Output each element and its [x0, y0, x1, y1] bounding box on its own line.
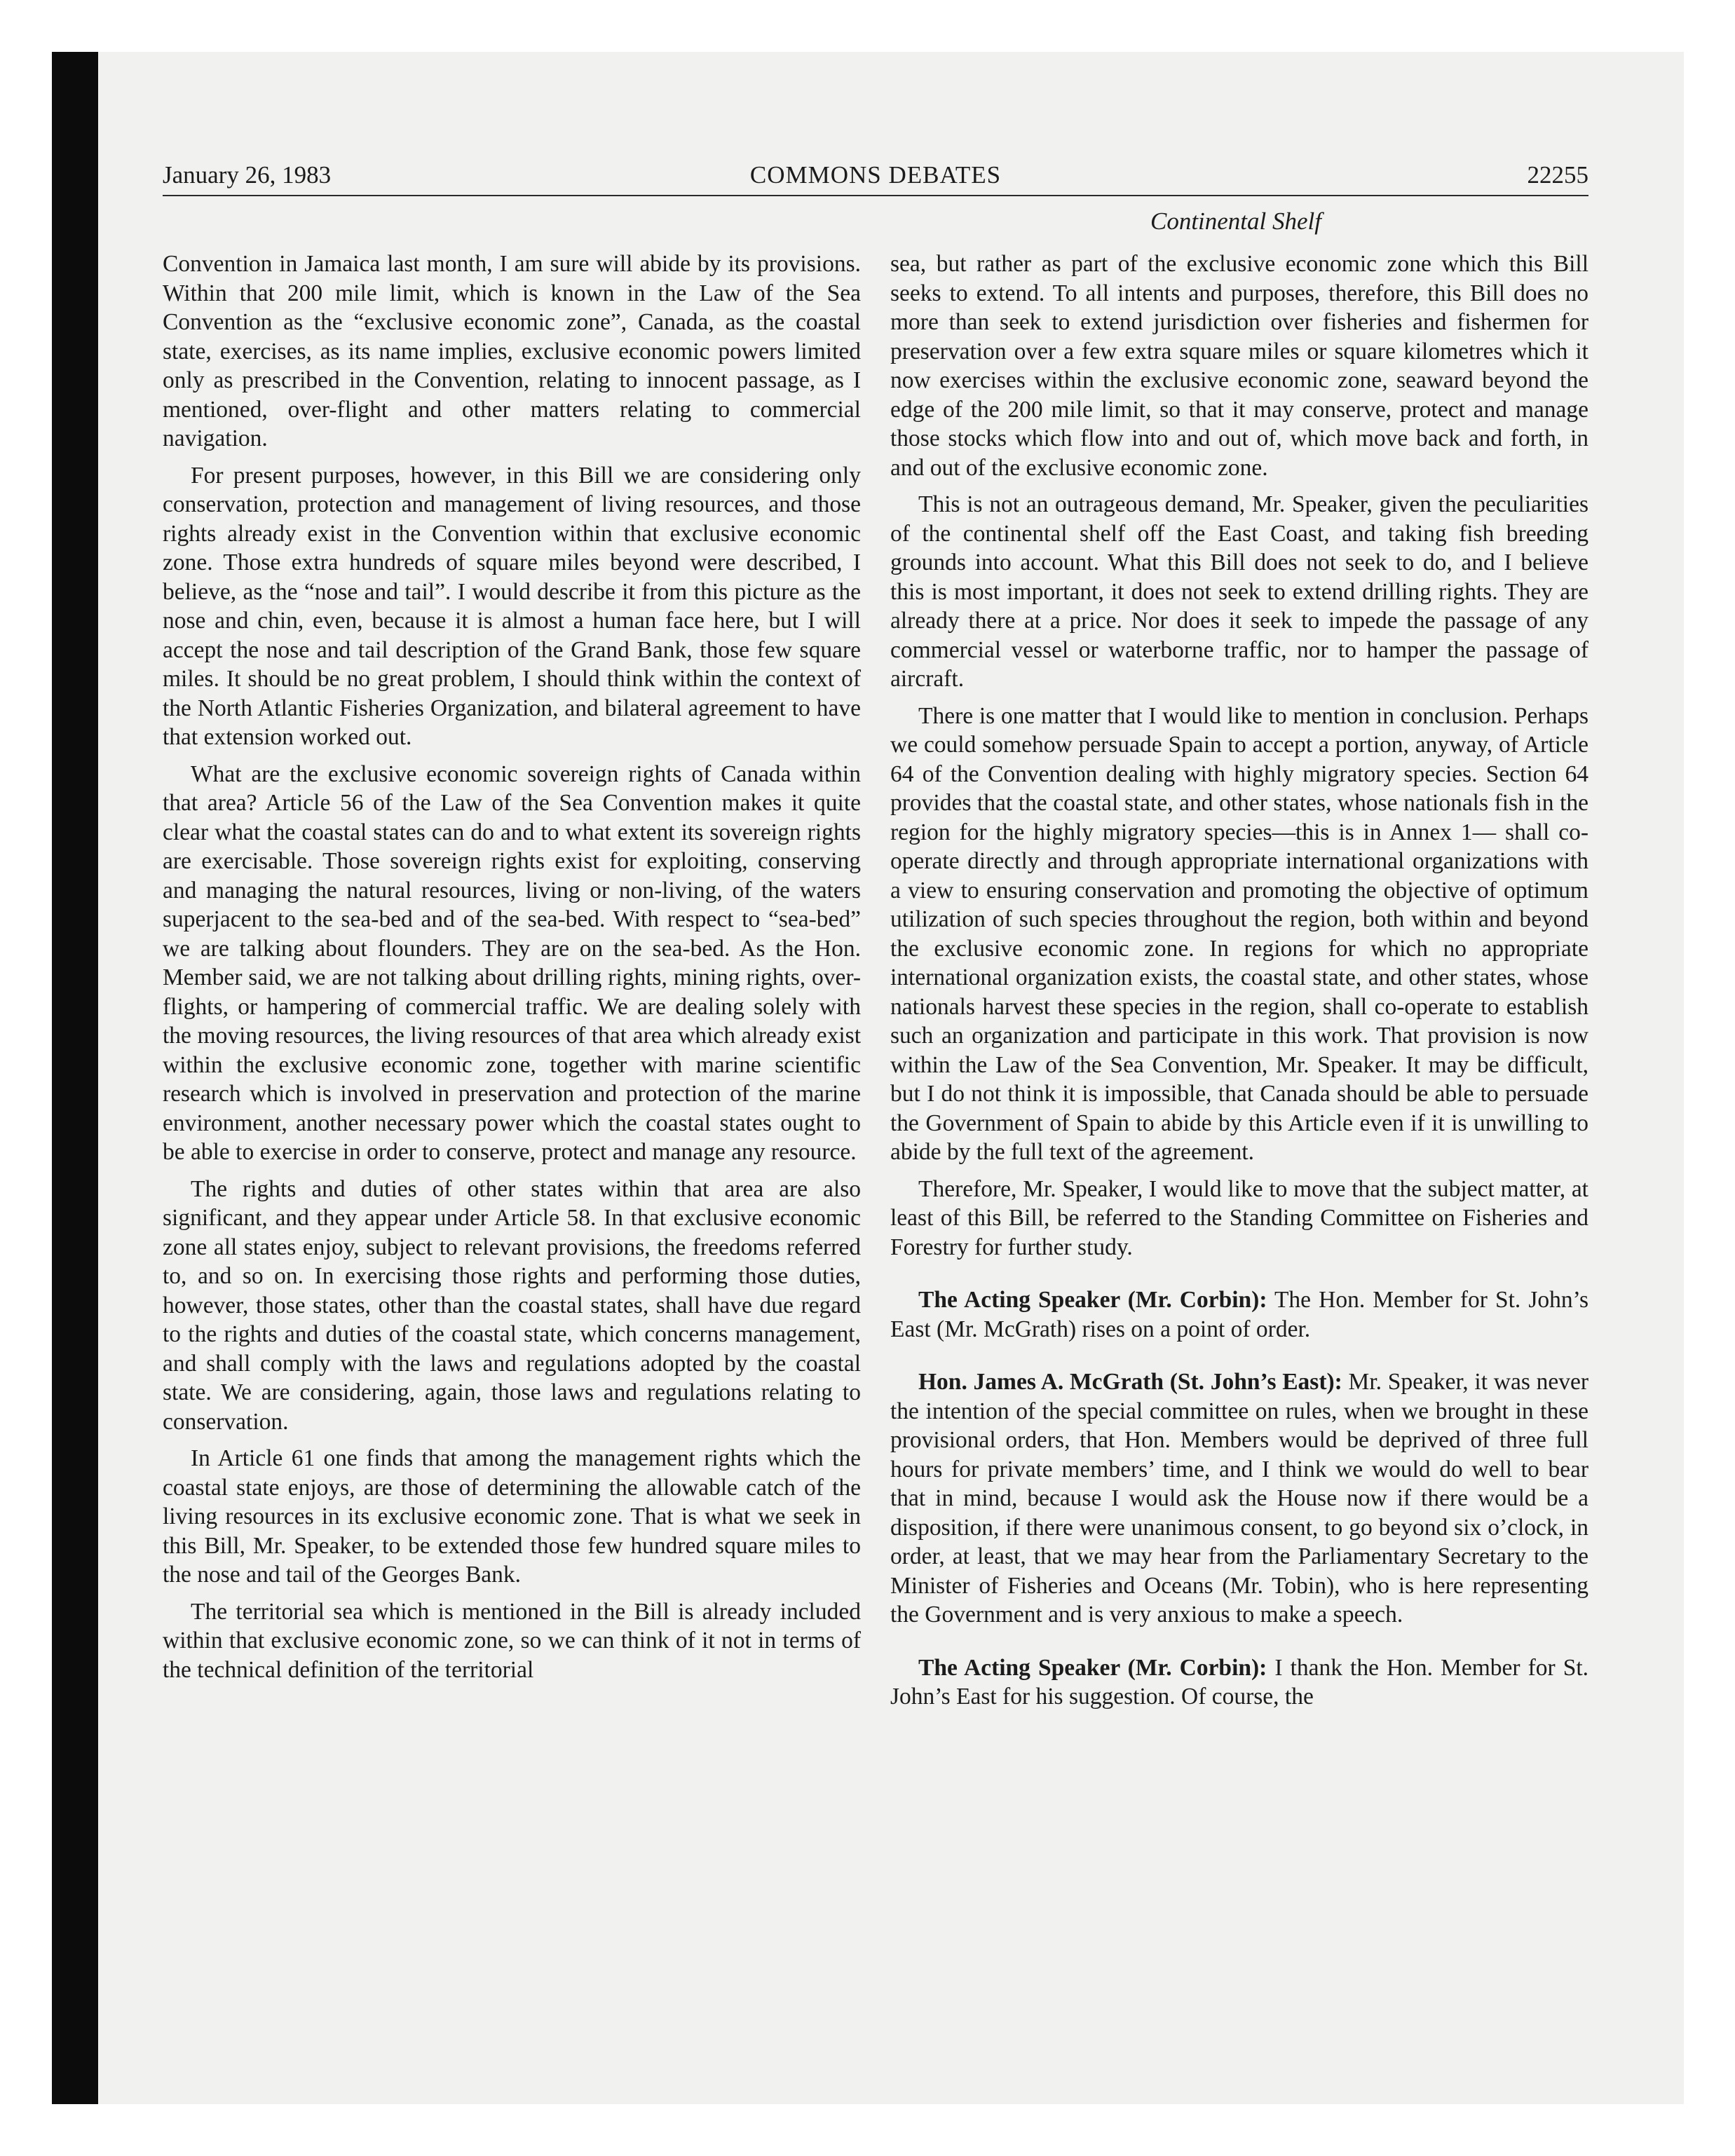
- speech-text: The Hon. Member for St. John’s East (Mr. McGrath) rises on a point of order.: [890, 1287, 1588, 1342]
- paragraph: There is one matter that I would like to mention in conclusion. Perhaps we could somehow persuade Spain to accept a portion, anyway, of Article 64 of the Convention dealing with highly migratory species. Section 64 provides that the coastal state, and other states, whose nationals fish in the region for the highly migratory species—this is in Annex 1— shall co-operate directly and through appropriate international organizations with a view to ensuring conservation and promoting the objective of optimum utilization of such species throughout the region, both within and beyond the exclusive economic zone. In regions for which no appropriate international organization exists, the coastal state, and other states, whose nationals harvest these species in the region, shall co-operate to establish such an organization and participate in this work. That provision is now within the Law of the Sea Convention, Mr. Speaker. It may be difficult, but I do not think it is impossible, that Canada should be able to persuade the Government of Spain to abide by this Article even if it is unwilling to abide by the full text of the agreement.: [890, 702, 1588, 1165]
- speech-paragraph: [890, 1653, 1588, 1712]
- paragraph: Convention in Jamaica last month, I am sure will abide by its provisions. Within that 200 mile limit, which is known in the Law of the Sea Convention as the “exclusive economic zone”, Canada, as the coastal state, exercises, as its name implies, exclusive economic powers limited only as prescribed in the Convention, relating to innocent passage, as I mentioned, over-flight and other matters relating to commercial navigation.: [163, 251, 861, 451]
- speech-paragraph: [890, 1285, 1588, 1344]
- binding-shadow: [52, 52, 98, 2104]
- speech-text: Mr. Speaker, it was never the intention of the special committee on rules, when we brought in these provisional orders, that Hon. Members would be deprived of three full hours for private members’ time, and I think we would do well to bear that in mind, because I would ask the House now if there would be a disposition, if there were unanimous consent, to go beyond six o’clock, in order, at least, that we may hear from the Parliamentary Secretary to the Minister of Fisheries and Oceans (Mr. Tobin), who is here representing the Government and is very anxious to make a speech.: [890, 1369, 1588, 1628]
- page-header: [163, 158, 1588, 196]
- speech-text: I thank the Hon. Member for St. John’s East for his suggestion. Of course, the: [890, 1654, 1589, 1710]
- paragraph: For present purposes, however, in this Bill we are considering only conservation, protection and management of living resources, and those rights already exist in the Convention within that exclusive economic zone. Those extra hundreds of square miles beyond were described, I believe, as the “nose and tail”. I would describe it from this picture as the nose and chin, even, because it is almost a human face here, but I will accept the nose and tail description of the Grand Bank, those few square miles. It should be no great problem, I should think within the context of the North Atlantic Fisheries Organization, and bilateral agreement to have that extension worked out.: [163, 462, 861, 750]
- left-column: [163, 250, 861, 1692]
- paragraph: sea, but rather as part of the exclusive economic zone which this Bill seeks to extend. To all intents and purposes, therefore, this Bill does no more than seek to extend jurisdiction over fisheries and fishermen for preservation over a few extra square miles or square kilometres which it now exercises within the exclusive economic zone, seaward beyond the edge of the 200 mile limit, so that it may conserve, protect and manage those stocks which flow into and out of, which move back and forth, in and out of the exclusive economic zone.: [890, 251, 1588, 481]
- paragraph: This is not an outrageous demand, Mr. Speaker, given the peculiarities of the continental shelf off the East Coast, and taking fish breeding grounds into account. What this Bill does not seek to do, and I believe this is most important, it does not seek to extend drilling rights. They are already there at a price. Nor does it seek to impede the passage of any commercial vessel or waterborne traffic, nor to hamper the passage of aircraft.: [890, 491, 1588, 692]
- paragraph: In Article 61 one finds that among the management rights which the coastal state enjoys, are those of determining the allowable catch of the living resources in its exclusive economic zone. That is what we seek in this Bill, Mr. Speaker, to be extended those few hundred square miles to the nose and tail of the Georges Bank.: [163, 1445, 861, 1588]
- section-title: Continental Shelf: [1150, 207, 1321, 235]
- right-column: [890, 250, 1588, 1719]
- header-date: January 26, 1983: [163, 161, 332, 189]
- paragraph: What are the exclusive economic sovereign rights of Canada within that area? Article 56 of the Law of the Sea Convention makes it quite clear what the coastal states can do and to what extent its sovereign rights are exercisable. Those sovereign rights exist for exploiting, conserving and managing the natural resources, living or non-living, of the waters superjacent to the sea-bed and of the sea-bed. With respect to “sea-bed” we are talking about flounders. They are on the sea-bed. As the Hon. Member said, we are not talking about drilling rights, mining rights, over-flights, or hampering of commercial traffic. We are dealing solely with the moving resources, the living resources of that area which already exist within the exclusive economic zone, together with marine scientific research which is involved in preservation and protection of the marine environment, another necessary power which the coastal states ought to be able to exercise in order to conserve, protect and manage any resource.: [163, 760, 861, 1165]
- paragraph: Therefore, Mr. Speaker, I would like to move that the subject matter, at least of this Bill, be referred to the Standing Committee on Fisheries and Forestry for further study.: [890, 1175, 1588, 1260]
- speaker-name: The Acting Speaker (Mr. Corbin):: [918, 1287, 1267, 1313]
- speaker-name: Hon. James A. McGrath (St. John’s East):: [918, 1369, 1342, 1395]
- header-page-number: 22255: [1527, 161, 1588, 189]
- paragraph: The territorial sea which is mentioned in the Bill is already included within that exclusive economic zone, so we can think of it not in terms of the technical definition of the territorial: [163, 1598, 861, 1683]
- speech-paragraph: [890, 1367, 1588, 1630]
- speaker-name: The Acting Speaker (Mr. Corbin):: [918, 1654, 1267, 1681]
- header-title: COMMONS DEBATES: [749, 161, 1002, 189]
- paragraph: The rights and duties of other states within that area are also significant, and they appear under Article 58. In that exclusive economic zone all states enjoy, subject to relevant provisions, the freedoms referred to, and so on. In exercising those rights and performing those duties, however, those states, other than the coastal states, shall have due regard to the rights and duties of the coastal state, which concerns management, and shall comply with the laws and regulations adopted by the coastal state. We are considering, again, those laws and regulations relating to conservation.: [163, 1175, 861, 1435]
